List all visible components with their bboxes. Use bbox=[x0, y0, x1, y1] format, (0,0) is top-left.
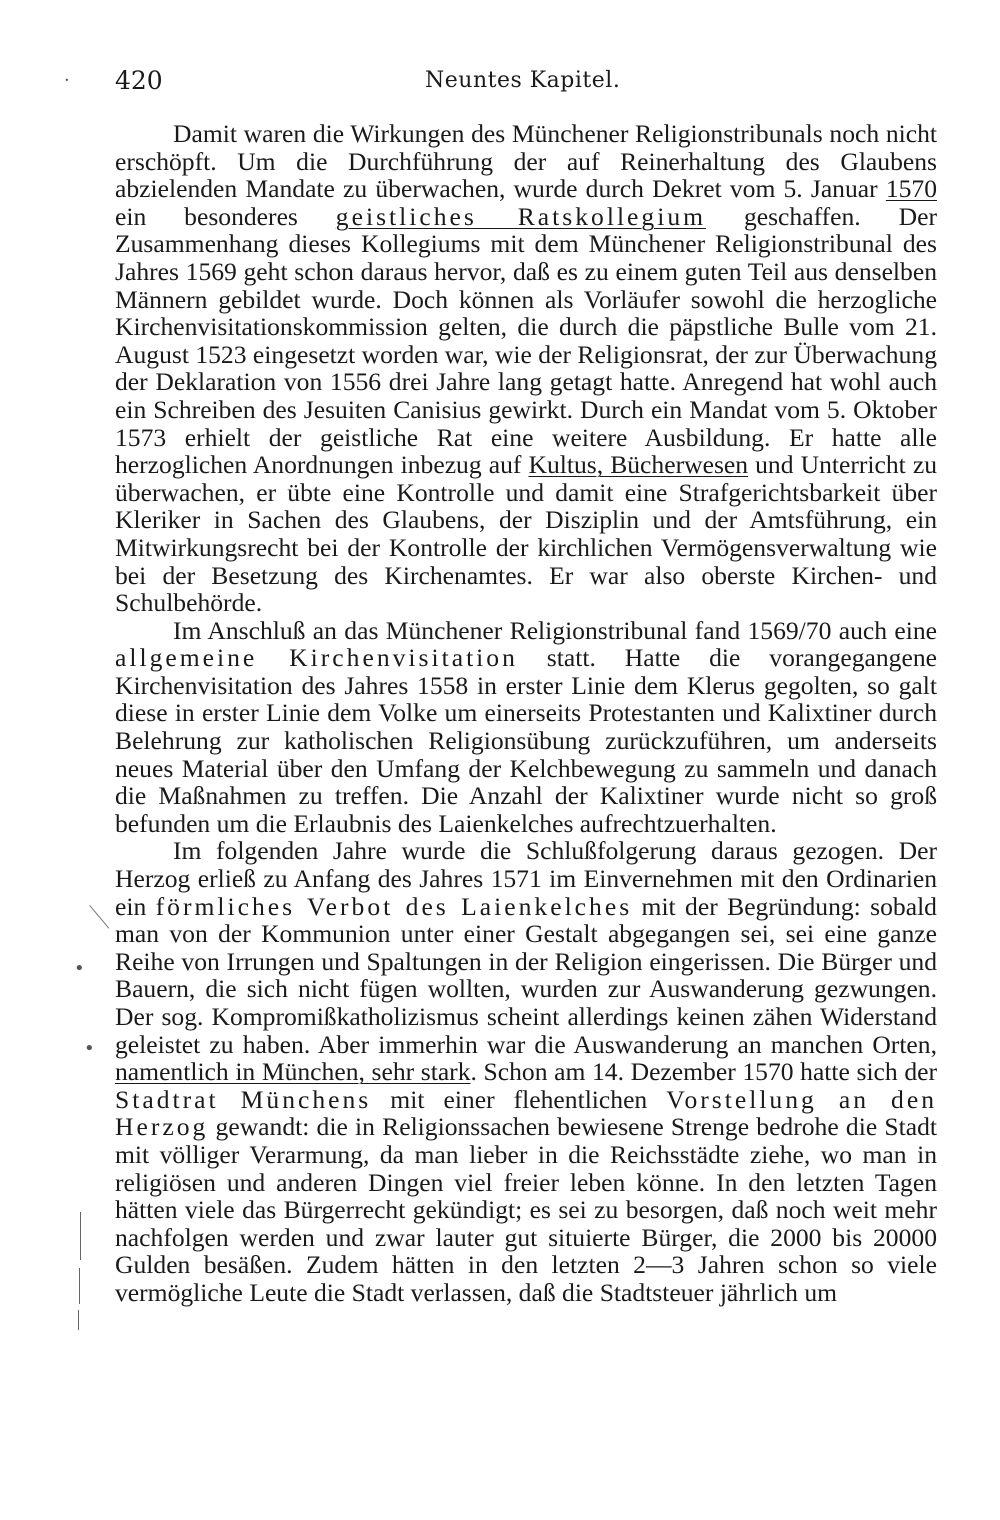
margin-dot-mark: • bbox=[84, 1038, 95, 1059]
text-segment: und Unterricht zu überwachen, er übte eine Kontrolle und damit eine Strafgerichtsbarkeit über Kleriker in Sachen des Glaubens, der Disziplin und der Amtsführung, ein Mitwirkungsrecht bei der Kontrolle der kirchlichen Vermögensverwaltung wie bei der Besetzung des Kirchenamtes. Er war also oberste Kirchen- und Schulbehörde. bbox=[115, 450, 937, 618]
margin-tick-mark: · bbox=[64, 70, 70, 91]
margin-pencil-stroke bbox=[89, 905, 109, 929]
text-segment: mit einer flehentlichen bbox=[371, 1084, 667, 1114]
paragraph-3 bbox=[115, 837, 937, 1306]
text-segment: Im Anschluß an das Münchener Religionstribunal fand 1569/70 auch eine bbox=[173, 615, 937, 645]
text-segment: mit der Begründung: sobald man von der Kommunion unter einer Gestalt abgegangen sei, sei eine ganze Reihe von Irrungen und Spaltungen in der Religion eingerissen. Die Bürger und Bauern, die sich nicht fügen wollten, wurden zur Auswanderung gezwungen. Der sog. Kompromißkatholizismus scheint allerdings keinen zähen Widerstand geleistet zu haben. Aber immerhin war die Auswanderung an manchen Orten, bbox=[115, 891, 937, 1059]
margin-pencil-line bbox=[80, 1212, 81, 1260]
text-segment: Im folgenden Jahre wurde die Schlußfolgerung daraus gezogen. Der Herzog erließ zu Anfang des Jahres 1571 im Einvernehmen mit den Ordinarien ein bbox=[115, 836, 937, 921]
emphasis-verbot-des-laienkelches: förmliches Verbot des Laienkelches bbox=[155, 891, 633, 921]
text-segment: ein besonderes bbox=[115, 201, 336, 231]
margin-dot-mark: • bbox=[74, 958, 85, 979]
text-segment: geschaffen. Der Zusammenhang dieses Kollegiums mit dem Münchener Religionstribunal des Jahres 1569 geht schon daraus hervor, daß es zu einem guten Teil aus denselben Männern gebildet wurde. Doch können als Vorläufer sowohl die herzogliche Kirchenvisitationskommission gelten, die durch die päpstliche Bulle vom 21. August 1523 eingesetzt worden war, wie der Religionsrat, der zur Überwachung der Deklaration von 1556 drei Jahre lang getagt hatte. Anregend hat wohl auch ein Schreiben des Jesuiten Canisius gewirkt. Durch ein Mandat vom 5. Oktober 1573 erhielt der geistliche Rat eine weitere Ausbildung. Er hatte alle herzoglichen Anordnungen inbezug auf bbox=[115, 201, 937, 480]
emphasis-vorstellung-an-den-herzog: Vorstellung an den Herzog bbox=[115, 1084, 938, 1142]
underlined-year: 1570 bbox=[885, 174, 937, 204]
underlined-kultus-buecherwesen: Kultus, Bücherwesen bbox=[528, 450, 749, 480]
paragraph-1 bbox=[115, 120, 937, 617]
text-segment: statt. Hatte die vorangegangene Kirchenvisitation des Jahres 1558 in erster Linie dem Klerus gegolten, so galt diese in erster Linie dem Volke um einerseits Protestanten und Kalixtiner durch Belehrung zur katholischen Religionsübung zurückzuführen, um anderseits neues Material über den Umfang der Kelchbewegung zu sammeln und danach die Maßnahmen zu treffen. Die Anzahl der Kalixtiner wurde nicht so groß befunden um die Erlaubnis des Laienkelches aufrechtzuerhalten. bbox=[115, 643, 937, 838]
margin-pencil-line bbox=[79, 1268, 80, 1304]
paragraph-2 bbox=[115, 617, 937, 838]
text-segment: Damit waren die Wirkungen des Münchener Religionstribunals noch nicht erschöpft. Um die Durchführung der auf Reinerhaltung des Glaubens abzielenden Mandate zu überwachen, wurde durch Dekret vom 5. Januar bbox=[115, 119, 937, 204]
emphasis-geistliches-ratskollegium: geistliches Ratskollegium bbox=[335, 201, 707, 231]
page-number: 420 bbox=[115, 66, 163, 95]
emphasis-stadtrat-muenchens: Stadtrat Münchens bbox=[115, 1084, 372, 1114]
running-head: Neuntes Kapitel. bbox=[425, 68, 621, 93]
text-segment: gewandt: die in Religionssachen bewiesene Strenge bedrohe die Stadt mit völliger Verarmung, da man lieber in die Reichsstädte ziehe, wo man in religiösen und anderen Dingen viel freier leben könne. In den letzten Tagen hätten viele das Bürgerrecht gekündigt; es sei zu besorgen, daß noch weit mehr nachfolgen werden und zwar lauter gut situierte Bürger, die 2000 bis 20000 Gulden besäßen. Zudem hätten in den letzten 2—3 Jahren schon so viele vermögliche Leute die Stadt verlassen, daß die Stadtsteuer jährlich um bbox=[115, 1112, 937, 1307]
margin-pencil-line bbox=[78, 1310, 79, 1330]
text-segment: . Schon am 14. Dezember 1570 hatte sich der bbox=[470, 1057, 938, 1087]
emphasis-allgemeine-kirchenvisitation: allgemeine Kirchenvisitation bbox=[115, 643, 518, 673]
body-text bbox=[115, 120, 937, 1307]
underlined-muenchen-sehr-stark: namentlich in München, sehr stark bbox=[115, 1057, 471, 1087]
